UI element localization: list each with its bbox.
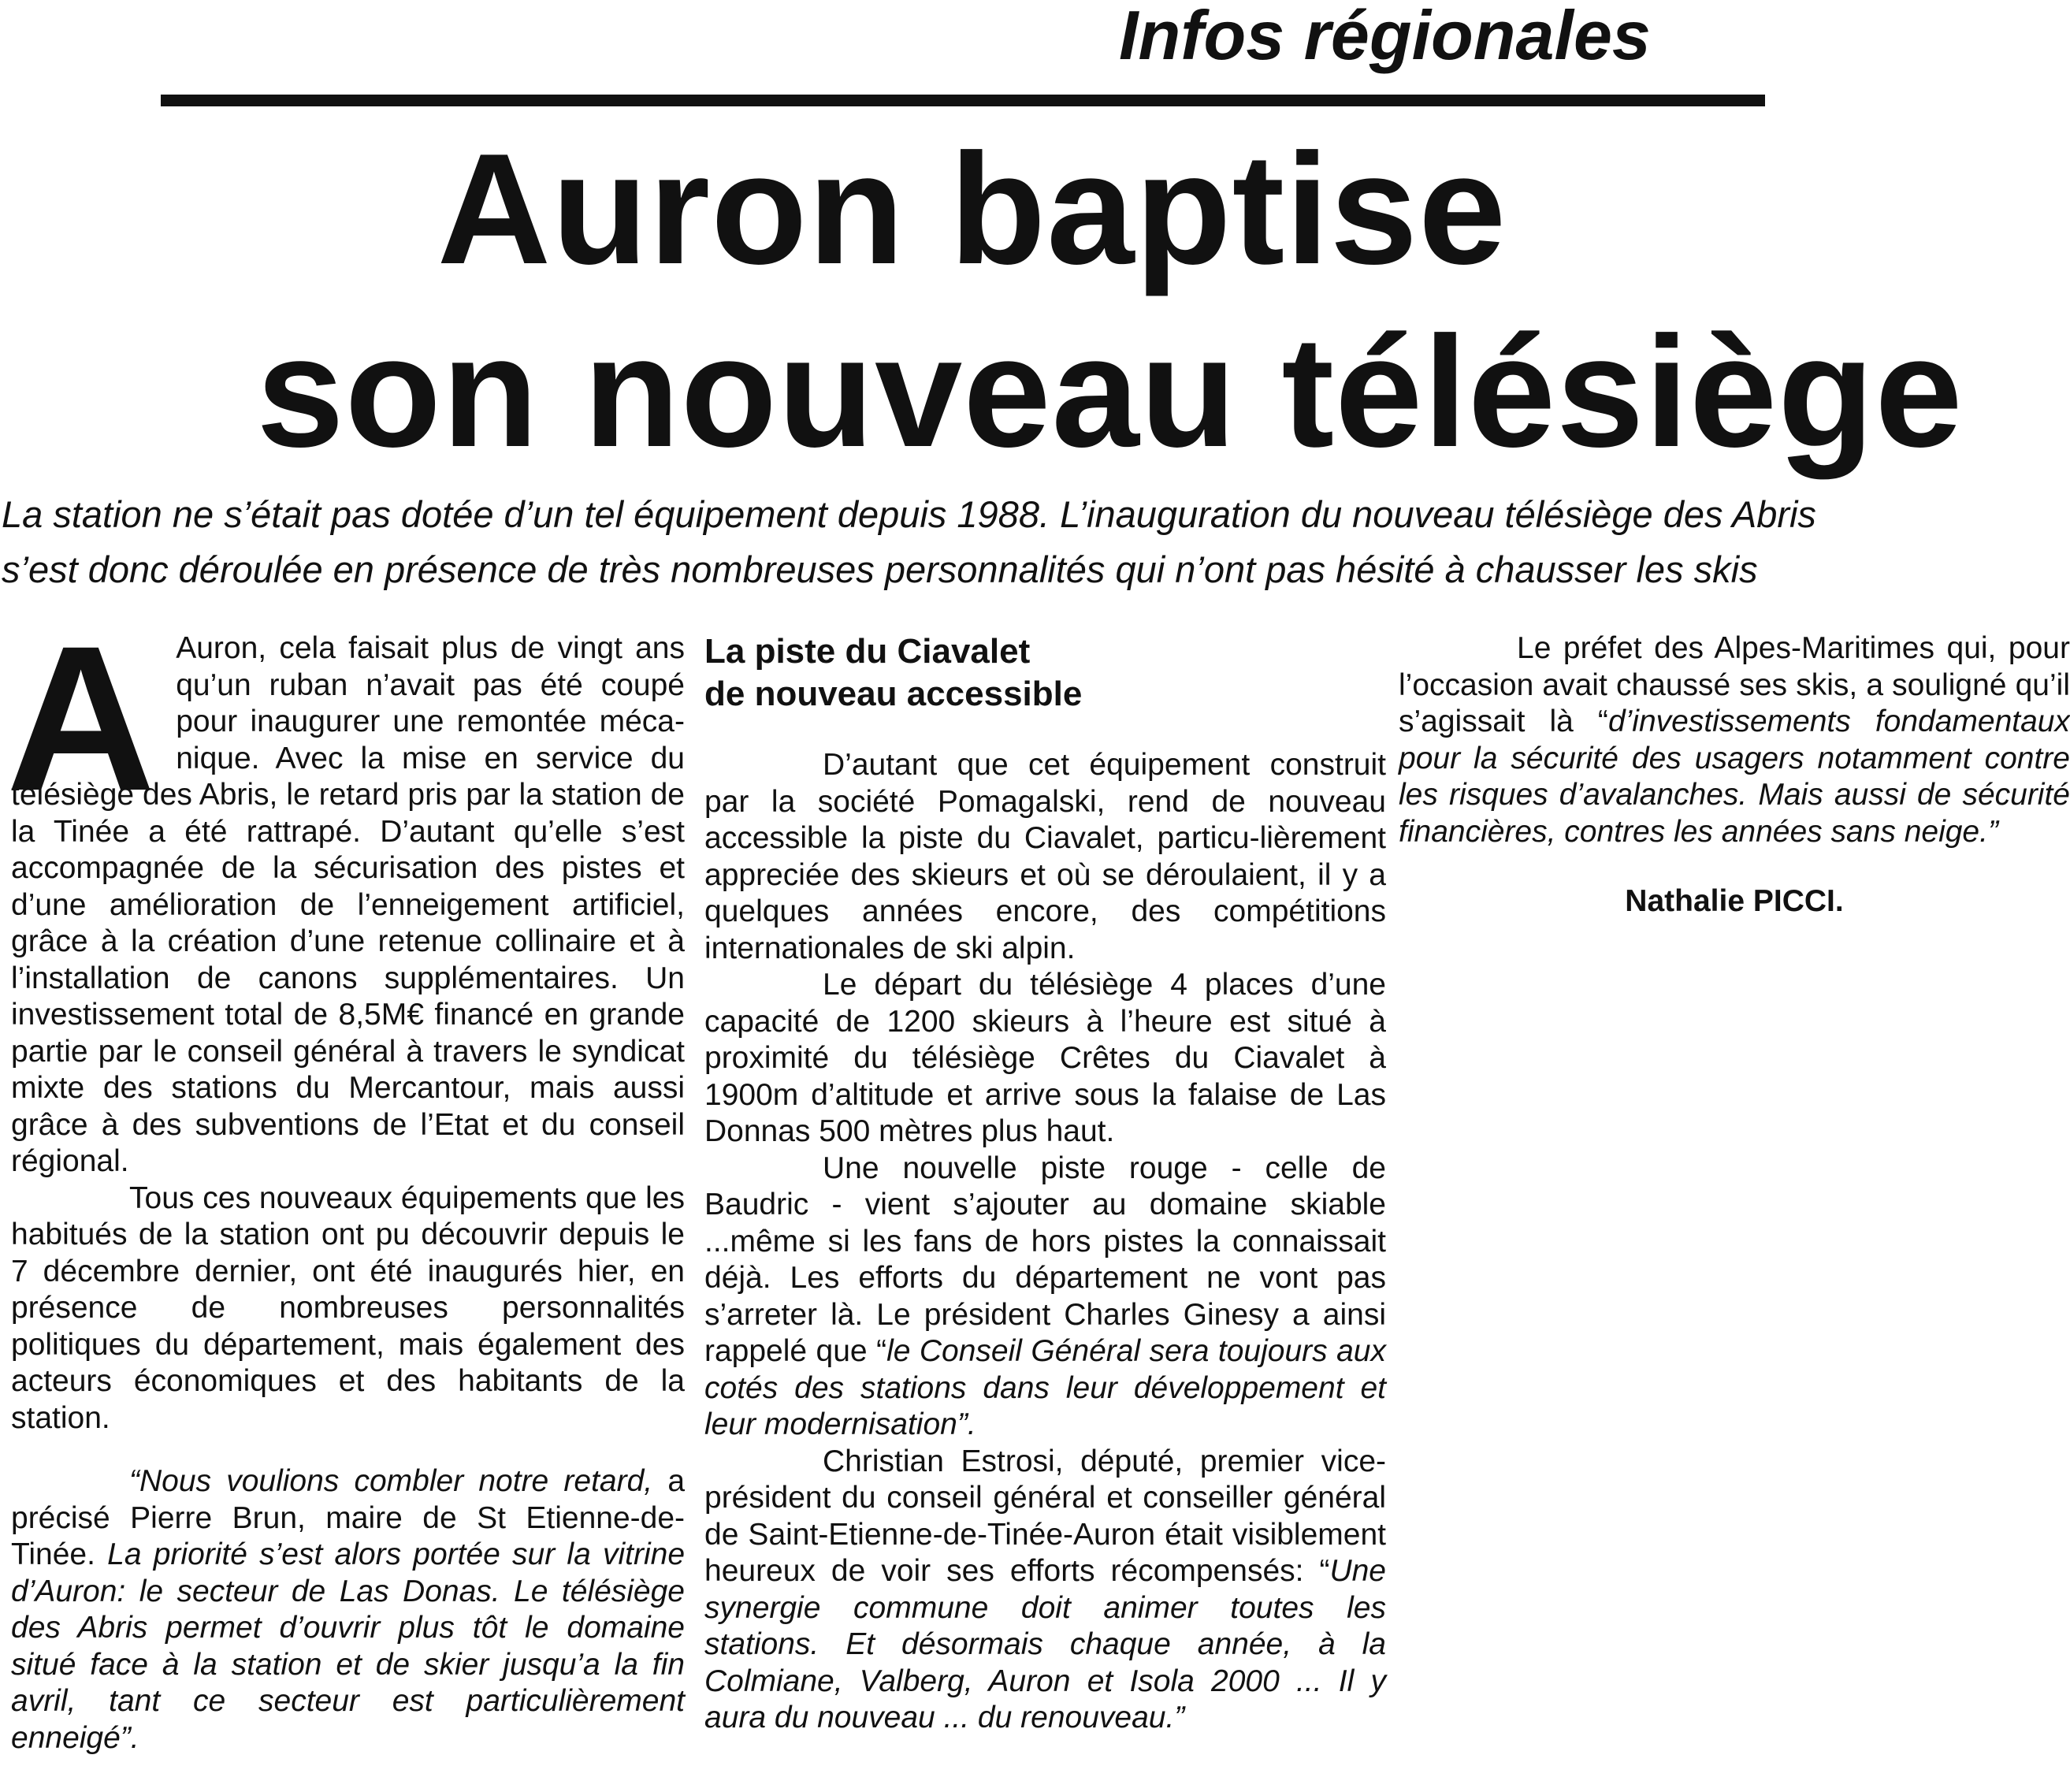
col2-paragraph-2: Le départ du télésiège 4 places d’une capacité de 1200 skieurs à l’heure est situé à proximité du télésiège Crêtes du Ciavalet à 1900m d’altitude et arrive sous la falaise de Las Donnas 500 mètres plus haut. (704, 968, 1386, 1148)
col1-paragraph-2: Tous ces nouveaux équipements que les habitués de la station ont pu découvrir depuis le 7 décembre dernier, ont été inaugurés hier, en présence de nombreuses personnalités politiques du département, mais également des acteurs économiques et des habitants de la station. (11, 1180, 685, 1435)
quote-text: le Conseil Général sera toujours aux cotés des stations dans leur développement et leur modernisation”. (704, 1334, 1386, 1441)
column-3 (1399, 630, 2070, 920)
standfirst-line-1: La station ne s’était pas dotée d’un tel équipement depuis 1988. L’inauguration du nouveau télésiège des Abris (2, 493, 1816, 535)
body-text: a précisé Pierre Brun, maire de St Etienne-de-Tinée. (11, 1464, 686, 1571)
col2-paragraph-1: D’autant que cet équipement construit par la société Pomagalski, rend de nouveau accessible la piste du Ciavalet, particu-lièrement appreciée des skieurs et où se déroulaient, il y a quelques années encore, des compétitions internationales de ski alpin. (704, 748, 1386, 965)
subheading-line-2: de nouveau accessible (704, 675, 1083, 713)
body-text: Une nouvelle piste rouge - celle de Baudric - vient s’ajouter au domaine skiable ...même si les fans de hors pistes la connaissait déjà. Les efforts du département ne vont pas s’arreter là. Le président Charles Ginesy a ainsi rappelé que “ (704, 1151, 1386, 1368)
quote-text: “Nous voulions combler notre retard, (129, 1464, 653, 1498)
standfirst-line-2: s’est donc déroulée en présence de très nombreuses personnalités qui n’ont pas hésité à chausser les skis (2, 548, 1758, 590)
col2-paragraph-3 (704, 1151, 1386, 1444)
body-text: Christian Estrosi, député, premier vice-président du conseil général et conseiller général de Saint-Etienne-de-Tinée-Auron était visiblement heureux de voir ses efforts récompensés: “ (704, 1444, 1386, 1588)
col1-paragraph-1: Auron, cela faisait plus de vingt ans qu’un ruban n’avait pas été coupé pour inaugurer une remontée méca-nique. Avec la mise en service du télésiège des Abris, le retard pris par la station de la Tinée a été rattrapé. D’autant qu’elle s’est accompagnée de la sécurisation des pistes et d’une amélioration de l’enneigement artificiel, grâce à la création d’une retenue collinaire et à l’installation de canons supplémentaires. Un investissement total de 8,5M€ financé en grande partie par le conseil général à travers le syndicat mixte des stations du Mercantour, mais aussi grâce à des subventions de l’Etat et du conseil régional. (11, 631, 685, 1178)
header-rule (161, 95, 1765, 106)
headline-line-2: son nouveau télésiège (256, 304, 1964, 480)
drop-cap: A (6, 603, 156, 834)
col2-paragraph-4 (704, 1444, 1386, 1737)
author-signature: Nathalie PICCI. (1625, 884, 1844, 918)
section-title: Infos régionales (1119, 0, 1651, 74)
quote-text: Une synergie commune doit animer toutes les stations. Et désormais chaque année, à la Colmiane, Valberg, Auron et Isola 2000 ... Il y aura du nouveau ... du renouveau.” (704, 1554, 1386, 1734)
subheading-line-1: La piste du Ciavalet (704, 632, 1031, 671)
body-text: Le préfet des Alpes-Maritimes qui, pour l’occasion avait chaussé ses skis, a souligné qu’il s’agissait là “ (1399, 631, 2070, 738)
quote-text: La priorité s’est alors portée sur la vitrine d’Auron: le secteur de Las Donas. Le télésiège des Abris permet d’ouvrir plus tôt le domaine situé face à la station et de skier jusqu’a la fin avril, tant ce secteur est particulièrement enneigé”. (11, 1537, 686, 1755)
column-2 (704, 630, 1386, 1737)
paragraph-gap (11, 1437, 685, 1463)
quote-text: d’investissements fondamentaux pour la sécurité des usagers notamment contre les risques d’avalanches. Mais aussi de sécurité financières, contres les années sans neige.” (1399, 705, 2070, 849)
col3-paragraph-1 (1399, 630, 2070, 850)
subheading (704, 630, 1386, 716)
headline-line-1: Auron baptise (437, 121, 1507, 297)
column-1 (6, 603, 686, 1757)
headline (0, 118, 2070, 484)
col1-paragraph-3 (11, 1463, 685, 1757)
standfirst (2, 487, 2050, 597)
